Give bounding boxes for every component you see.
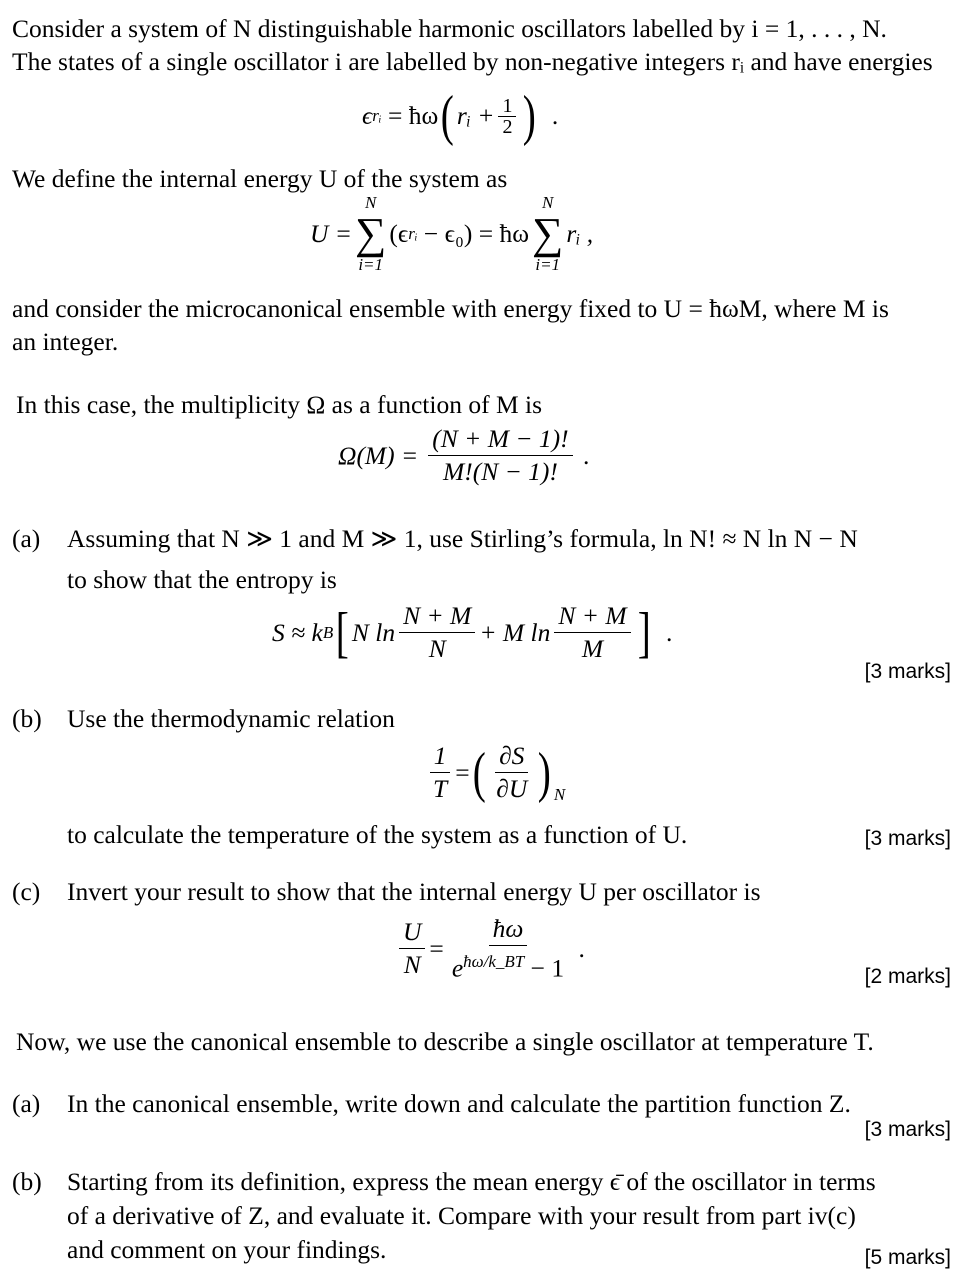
eq-text: rᵢ [372, 106, 382, 125]
fraction [429, 740, 451, 805]
eq-text: U = [310, 219, 352, 248]
canonical-b-line-1: Starting from its definition, express the mean energy ϵ̄ of the oscillator in terms [67, 1167, 876, 1196]
canonical-b-line-3: and comment on your findings. [67, 1235, 387, 1264]
energy-equation [362, 85, 559, 147]
den: M!(N − 1)! [442, 457, 558, 486]
sum-top: N [365, 193, 377, 212]
den [448, 946, 568, 985]
temperature-relation [425, 740, 565, 805]
den: M [581, 634, 604, 663]
eq-text: . [578, 933, 585, 963]
part-b-line-1: Use the thermodynamic relation [67, 704, 395, 733]
part-a-label: (a) [12, 524, 41, 553]
eq-text: − ϵ₀) = ħω [423, 219, 530, 248]
sum-top: N [542, 193, 554, 212]
den: T [433, 774, 448, 803]
bracket: ] [637, 601, 651, 664]
sum-bottom: i=1 [535, 255, 561, 274]
fraction [448, 913, 568, 985]
num: (N + M − 1)! [428, 423, 572, 456]
eq-text: − 1 [524, 953, 565, 983]
eq-text: . [583, 440, 590, 470]
canonical-b-marks: [5 marks] [864, 1246, 951, 1269]
intro-line-4: and consider the microcanonical ensemble with energy fixed to U = ħωM, where M is [12, 294, 889, 323]
eq-text: rᵢ + [456, 101, 495, 130]
sum-bottom: i=1 [358, 255, 384, 274]
canonical-a-marks: [3 marks] [864, 1118, 951, 1141]
eq-text: rᵢ [408, 224, 418, 243]
eq-text: = [429, 933, 444, 963]
den: N [403, 950, 421, 980]
part-b-label: (b) [12, 704, 42, 733]
num: ħω [489, 913, 528, 946]
energy-per-oscillator-equation [395, 913, 585, 985]
num: U [399, 916, 425, 949]
intro-line-2: The states of a single oscillator i are labelled by non-negative integers rᵢ and have energies [12, 47, 933, 76]
canonical-b-line-2: of a derivative of Z, and evaluate it. Compare with your result from part iv(c) [67, 1201, 856, 1230]
part-c-label: (c) [12, 877, 41, 906]
part-b-marks: [3 marks] [864, 827, 951, 850]
fraction [498, 96, 516, 137]
fraction [554, 600, 630, 665]
paren: ) [523, 85, 537, 147]
num: 1 [498, 96, 516, 117]
fraction [428, 423, 572, 488]
num: 1 [430, 740, 451, 773]
num: N + M [554, 600, 630, 633]
eq-text: e [451, 953, 464, 983]
eq-text: B [322, 622, 334, 642]
eq-text: N ln [351, 617, 396, 647]
canonical-a-label: (a) [12, 1089, 41, 1118]
den: N [428, 634, 446, 663]
part-a-marks: [3 marks] [864, 660, 951, 683]
canonical-a-line-1: In the canonical ensemble, write down and calculate the partition function Z. [67, 1089, 851, 1118]
eq-text: = [455, 757, 470, 787]
eq-text: rᵢ , [566, 219, 594, 248]
paren: ) [538, 741, 552, 804]
sum-symbol: N ∑ i=1 [532, 193, 564, 274]
canonical-intro: Now, we use the canonical ensemble to describe a single oscillator at temperature T. [16, 1027, 874, 1056]
fraction [399, 600, 475, 665]
fraction [399, 916, 425, 981]
entropy-equation [272, 600, 672, 665]
eq-text: ϵ [362, 101, 373, 130]
num: N + M [399, 600, 475, 633]
eq-text: + M ln [479, 617, 551, 647]
eq-text: (ϵ [389, 219, 409, 248]
fraction [492, 740, 531, 805]
part-c-marks: [2 marks] [864, 965, 951, 988]
bracket: [ [336, 601, 350, 664]
internal-energy-equation [310, 193, 593, 275]
eq-text: . [665, 617, 673, 647]
eq-text: = ħω [387, 101, 439, 130]
paren: ( [472, 741, 486, 804]
part-c-line-1: Invert your result to show that the internal energy U per oscillator is [67, 877, 761, 906]
eq-text: . [551, 101, 559, 130]
eq-text: ħω/k_BT [463, 952, 525, 971]
eq-text: Ω(M) = [338, 440, 419, 470]
eq-text: N [553, 785, 566, 804]
den: ∂U [496, 774, 528, 803]
num: ∂S [495, 740, 528, 773]
den: 2 [502, 115, 513, 138]
part-a-line-2: to show that the entropy is [67, 565, 337, 594]
part-b-line-2: to calculate the temperature of the system as a function of U. [67, 820, 688, 849]
eq-text: S ≈ k [272, 617, 323, 647]
intro-line-5: an integer. [12, 327, 119, 356]
intro-line-1: Consider a system of N distinguishable harmonic oscillators labelled by i = 1, . . . , N. [12, 14, 887, 43]
multiplicity-equation [338, 423, 589, 488]
part-a-line-1: Assuming that N ≫ 1 and M ≫ 1, use Stirling’s formula, ln N! ≈ N ln N − N [67, 524, 858, 553]
intro-line-3: We define the internal energy U of the system as [12, 164, 508, 193]
intro-line-6: In this case, the multiplicity Ω as a function of M is [16, 390, 543, 419]
canonical-b-label: (b) [12, 1167, 42, 1196]
paren: ( [441, 85, 455, 147]
sum-symbol: N ∑ i=1 [355, 193, 387, 274]
